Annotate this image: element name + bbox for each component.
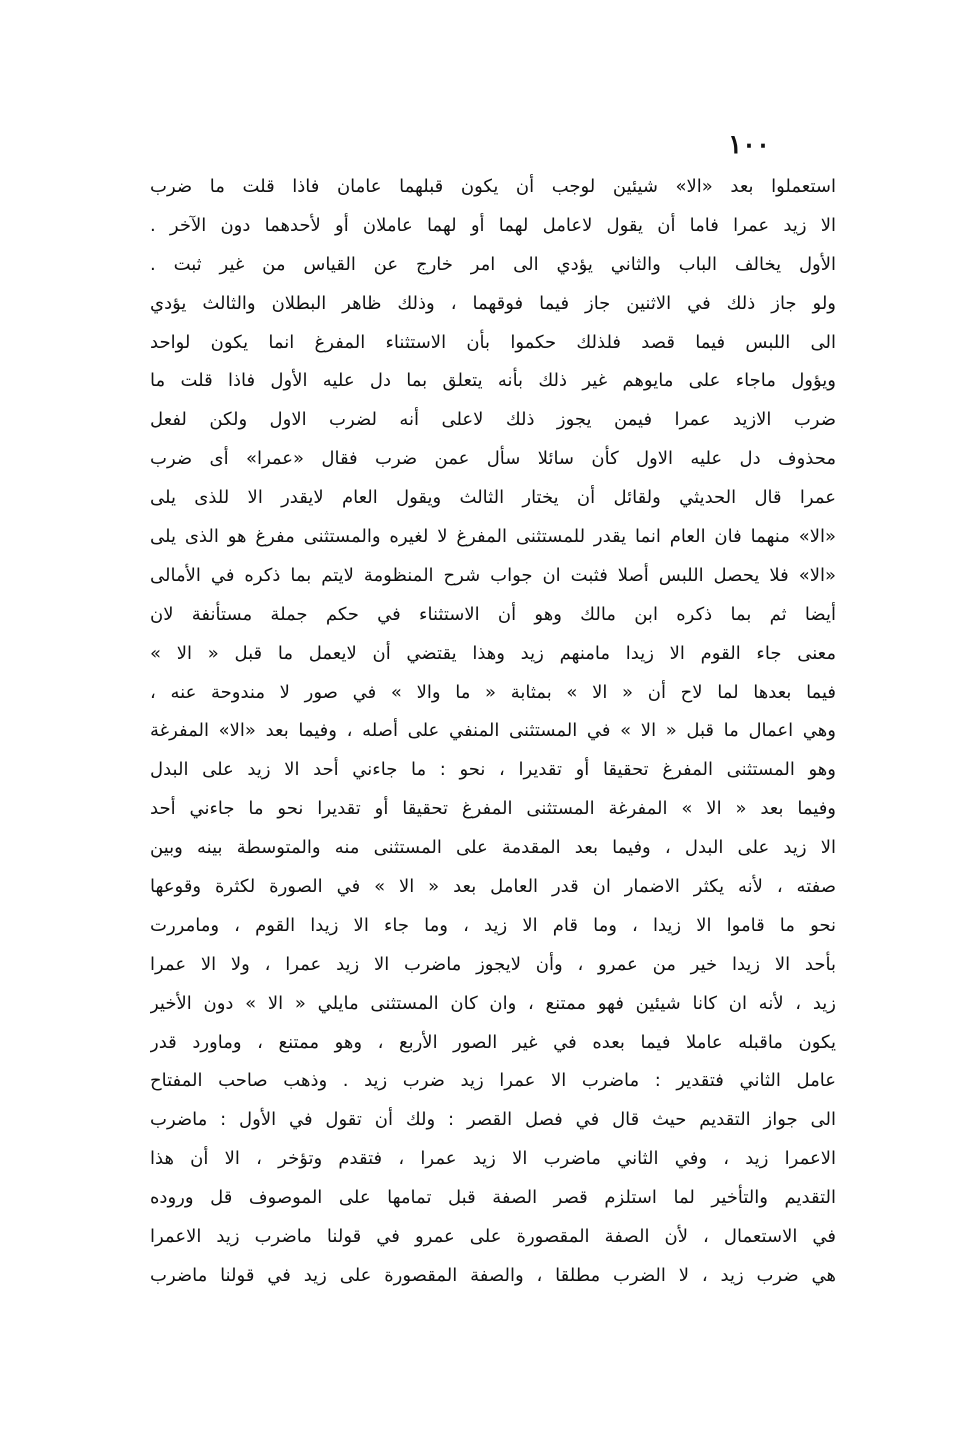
text-line: ويؤول ماجاء على مايوهم غير ذلك بأنه يتعلق بما دل عليه الأول فاذا قلت ما — [150, 370, 836, 392]
text-line: ولو جاز ذلك في الاثنين جاز فيما فوقهما ، وذلك ظاهر البطلان والثالث يؤدي — [150, 292, 836, 314]
text-line: صفته ، لأنه يكثر الاضمار ان قدر العامل بعد « الا » في الصورة لكثرة وقوعها — [150, 876, 836, 898]
text-line: يكون ماقبله عاملا فيما بعده في غير الصور الأربع ، وهو ممتنع ، وماورد قدر — [150, 1031, 836, 1053]
page-number: ١٠٠ — [728, 130, 770, 160]
text-line: نحو ما قاموا الا زيدا ، وما قام الا زيد ، وما جاء الا زيدا القوم ، ومامررت — [150, 914, 836, 936]
text-line: الا زيد على البدل ، وفيما بعد المقدمة على المستثنى منه والمتوسطة بينه وبين — [150, 837, 836, 859]
text-line: عامل الثاني فتقدير : ماضرب الا عمرا زيد ضرب زيد . وذهب صاحب المفتاح — [150, 1070, 836, 1092]
text-line: الى اللبس فيما قصد فلذلك حكموا بأن الاستثناء المفرغ انما يكون لواحد — [150, 331, 836, 353]
text-line: الاعمرا زيد ، وفي الثاني ماضرب الا زيد عمرا ، فتقدم وتؤخر ، الا أن هذا — [150, 1148, 836, 1170]
text-line: زيد ، لأنه ان كانا شيئين فهو ممتنع ، وان كان المستثنى مايلي « الا » دون الأخير — [150, 992, 836, 1014]
body-text — [150, 168, 836, 1296]
text-line: وهي اعمال ما قبل « الا » في المستثنى المنفي على أصله ، وفيما بعد «الا» المفرغة — [150, 720, 836, 742]
text-line: «الا» فلا يحصل اللبس أصلا فثبت ان جواب شرح المنظومة لايتم بما ذكره في الأمالى — [150, 564, 836, 586]
text-line: الأول يخالف الباب والثاني يؤدي الى امر خارج عن القياس من غير ثبت . — [150, 253, 836, 275]
text-line: أيضا ثم بما ذكره ابن مالك وهو أن الاستثناء في حكم جملة مستأنفة لان — [150, 603, 836, 625]
text-line: ضرب الازيد عمرا فيمن يجوز ذلك لاعلى أنه لضرب الاول ولكن لفعل — [150, 409, 836, 431]
text-line: هي ضرب زيد ، لا الضرب مطلقا ، والصفة المقصورة على زيد في قولنا ماضرب — [150, 1264, 836, 1286]
text-line: وفيما بعد « الا » المفرغة المستثنى المفرغ تحقيقا أو تقديرا نحو ما جاءني أحد — [150, 798, 836, 820]
text-line: التقديم والتأخير لما استلزم قصر الصفة قبل تمامها على الموصوف قل وروده — [150, 1187, 836, 1209]
text-line: بأحد الا زيدا خير من عمرو ، وأن لايجوز ماضرب الا زيد عمرا ، ولا الا عمرا — [150, 953, 836, 975]
text-line: «الا» منهما فان العام انما يقدر للمستثنى المفرغ لا لغيره والمستثنى مفرغ هو الذى يلى — [150, 526, 836, 548]
text-line: الا زيد عمرا فاما أن يقول لاعامل لهما أو لهما عاملان أو لأحدهما دون الآخر . — [150, 214, 836, 236]
text-line: معنى جاء القوم الا زيدا مامنهم زيد وهذا يقتضي أن لايعمل ما قبل « الا » — [150, 642, 836, 664]
text-line: في الاستعمال ، لأن الصفة المقصورة على عمرو في قولنا ماضرب زيد الاعمرا — [150, 1226, 836, 1248]
text-line: فيما بعدها لما لاح أن « الا » بمثابة « ما والا » في صور لا مندوحة عنه ، — [150, 681, 836, 703]
text-line: وهو المستثنى المفرغ تحقيقا أو تقديرا ، نحو : ما جاءني أحد الا زيد على البدل — [150, 759, 836, 781]
text-line: محذوف دل عليه الاول كأن سائلا سأل عمن ضرب فقال «عمرا» أى ضرب — [150, 448, 836, 470]
text-line: الى جواز التقديم حيث قال في فصل القصر : ولك أن تقول في الأول : ماضرب — [150, 1109, 836, 1131]
text-line: عمرا قال الحديثي ولقائل أن يختار الثالث ويقول العام لايقدر الا للذى يلى — [150, 487, 836, 509]
text-line: استعملوا بعد «الا» شيئين لوجب أن يكون قبلهما عامان فاذا قلت ما ضرب — [150, 176, 836, 197]
